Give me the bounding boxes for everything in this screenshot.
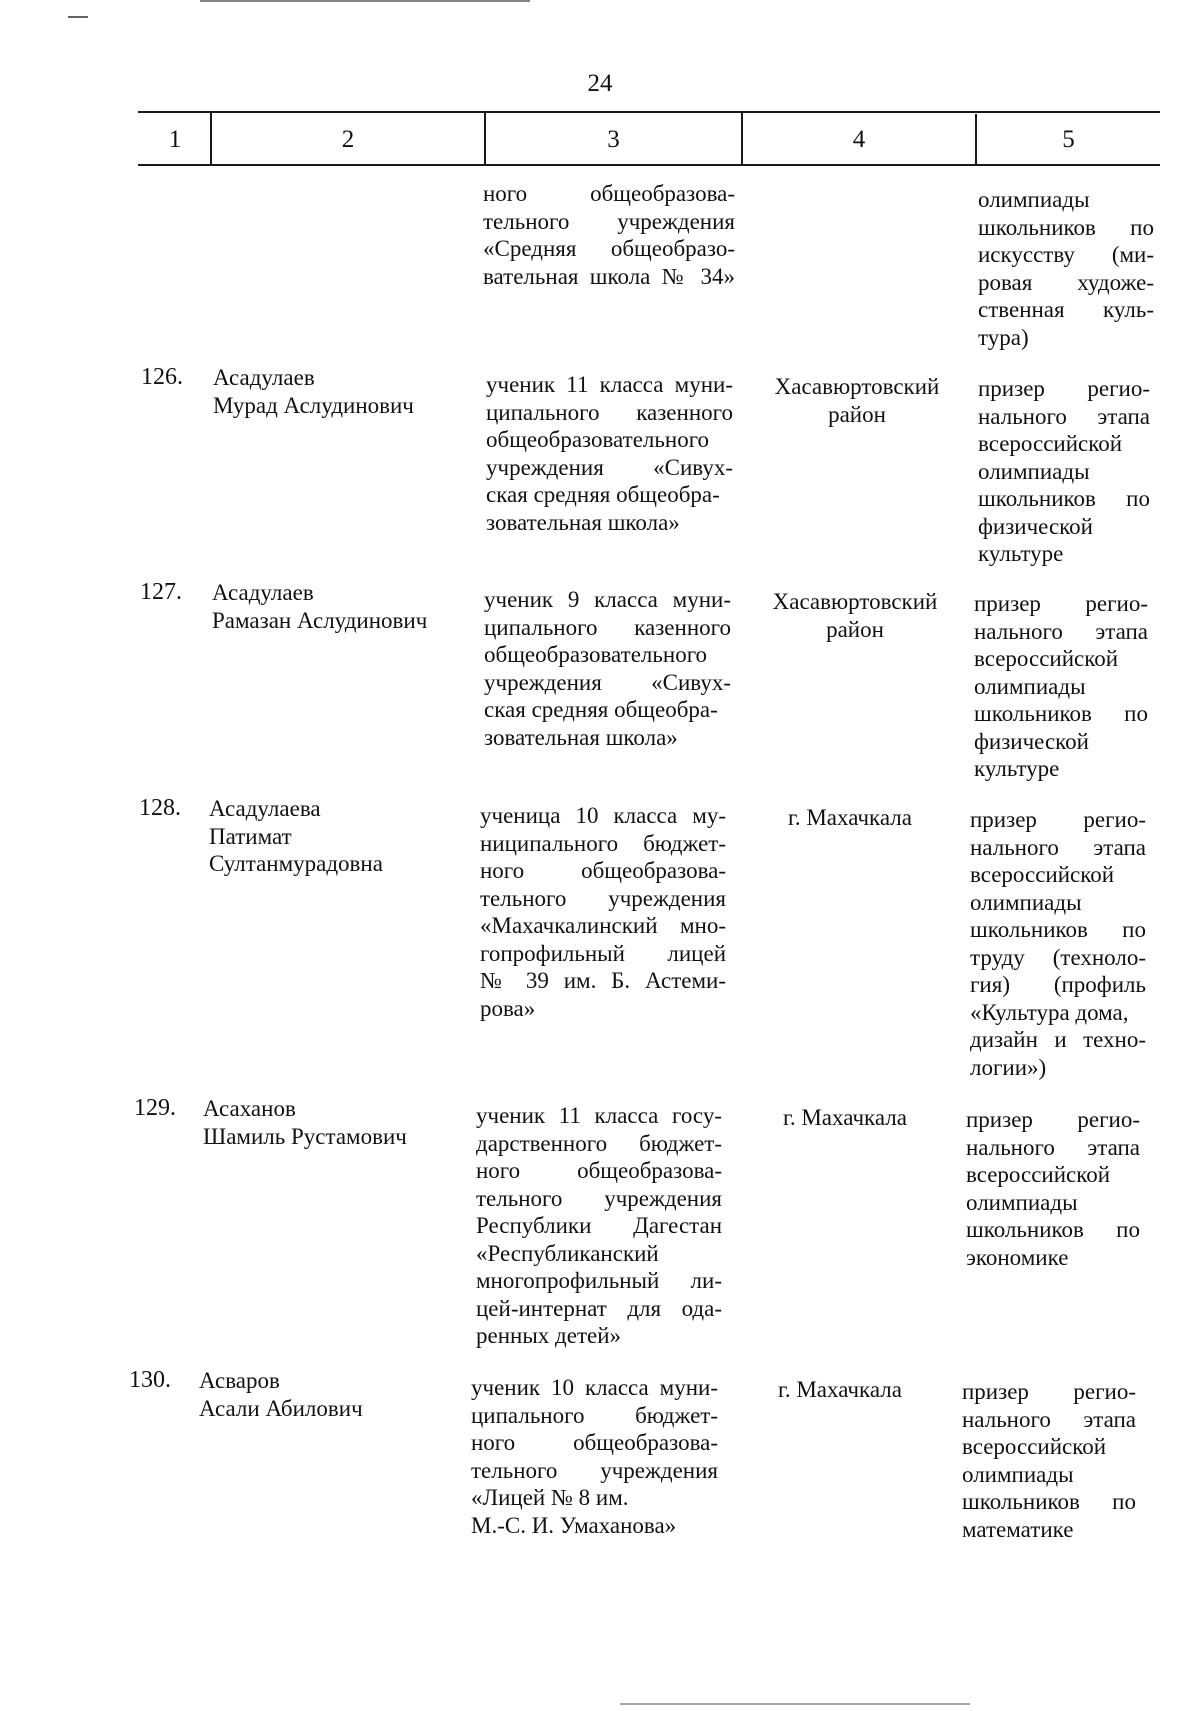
text-line: цей-интернат для ода- bbox=[476, 1295, 722, 1321]
header-top-rule bbox=[138, 111, 1160, 113]
text-line: зовательная школа» bbox=[484, 724, 678, 750]
text-line: ного общеобразова- bbox=[480, 858, 726, 883]
region bbox=[742, 373, 972, 428]
text-line: Асали Абилович bbox=[199, 1395, 363, 1421]
text-line: Асаханов bbox=[203, 1096, 296, 1121]
student-name bbox=[199, 1367, 469, 1422]
institution bbox=[476, 1102, 722, 1350]
text-line: всероссийской bbox=[966, 1162, 1111, 1187]
institution bbox=[480, 802, 726, 1022]
text-line: всероссийской bbox=[974, 646, 1119, 671]
text-line: школьников по bbox=[978, 214, 1154, 240]
header-col-5: 5 bbox=[1062, 126, 1075, 153]
text-line: вательная школа № 34» bbox=[483, 263, 735, 289]
text-line: тельного учреждения bbox=[476, 1185, 722, 1211]
student-name bbox=[213, 364, 483, 419]
continuation-achievement bbox=[978, 186, 1154, 351]
text-line: призер регио- bbox=[970, 807, 1146, 832]
scan-artifact bbox=[200, 0, 530, 2]
text-line: нального этапа bbox=[970, 834, 1146, 860]
text-line: олимпиады bbox=[966, 1189, 1078, 1215]
achievement bbox=[962, 1378, 1136, 1543]
scan-artifact bbox=[620, 1703, 970, 1705]
text-line: призер регио- bbox=[974, 591, 1148, 616]
text-line: олимпиады bbox=[974, 673, 1086, 699]
text-line: нального этапа bbox=[974, 618, 1148, 644]
header-col-2: 2 bbox=[341, 126, 355, 153]
achievement bbox=[970, 806, 1146, 1081]
achievement bbox=[966, 1106, 1140, 1271]
scan-artifact bbox=[68, 16, 88, 18]
text-line: учреждения «Сивух- bbox=[486, 454, 733, 480]
text-line: многопрофильный ли- bbox=[476, 1268, 722, 1293]
text-line: зовательная школа» bbox=[486, 509, 680, 535]
text-line: Асваров bbox=[199, 1368, 280, 1393]
text-line: Мурад Аслудинович bbox=[213, 392, 414, 418]
text-line: нального этапа bbox=[966, 1134, 1140, 1160]
text-line: всероссийской bbox=[970, 862, 1115, 887]
student-name bbox=[203, 1095, 473, 1150]
text-line: олимпиады bbox=[962, 1461, 1074, 1487]
text-line: школьников по bbox=[966, 1217, 1140, 1242]
text-line: учреждения «Сивух- bbox=[484, 669, 731, 695]
text-line: нального этапа bbox=[978, 403, 1150, 429]
text-line: ученик 11 класса госу- bbox=[476, 1103, 722, 1128]
row-number: 126. bbox=[141, 364, 183, 390]
row-number: 129. bbox=[134, 1095, 176, 1121]
text-line: олимпиады bbox=[970, 889, 1082, 915]
text-line: гия) (профиль bbox=[970, 972, 1146, 997]
text-line: М.-С. И. Умаханова» bbox=[471, 1512, 677, 1538]
institution bbox=[471, 1374, 718, 1539]
text-line: район bbox=[826, 616, 884, 642]
continuation-institution bbox=[483, 180, 735, 290]
text-line: Султанмурадовна bbox=[209, 851, 383, 876]
text-line: ципального казенного bbox=[484, 614, 731, 640]
text-line: гопрофильный лицей bbox=[480, 940, 726, 966]
row-number: 130. bbox=[129, 1367, 171, 1393]
text-line: ниципального бюджет- bbox=[480, 830, 726, 856]
text-line: ренных детей» bbox=[476, 1323, 622, 1348]
text-line: Хасавюртовский bbox=[772, 589, 938, 614]
text-line: всероссийской bbox=[978, 431, 1123, 456]
text-line: Рамазан Аслудинович bbox=[212, 607, 428, 633]
text-line: дарственного бюджет- bbox=[476, 1130, 722, 1156]
text-line: тельного учреждения bbox=[480, 885, 726, 911]
institution bbox=[486, 371, 733, 536]
text-line: математике bbox=[962, 1516, 1074, 1542]
header-col-4: 4 bbox=[852, 126, 866, 153]
text-line: экономике bbox=[966, 1244, 1069, 1270]
student-name bbox=[212, 579, 482, 634]
header-bottom-rule bbox=[138, 164, 1160, 166]
text-line: район bbox=[828, 401, 886, 427]
region bbox=[730, 1104, 960, 1132]
text-line: ственная куль- bbox=[978, 297, 1154, 322]
text-line: культуре bbox=[974, 756, 1060, 781]
student-name bbox=[209, 795, 479, 878]
text-line: г. Махачкала bbox=[783, 1105, 907, 1130]
text-line: Шамиль Рустамович bbox=[203, 1123, 407, 1149]
text-line: тельного учреждения bbox=[483, 208, 735, 234]
text-line: тельного учреждения bbox=[471, 1457, 718, 1483]
row-number: 128. bbox=[139, 795, 181, 821]
text-line: ного общеобразова- bbox=[483, 181, 735, 206]
text-line: призер регио- bbox=[962, 1379, 1136, 1404]
text-line: общеобразовательного bbox=[486, 427, 710, 452]
text-line: «Культура дома, bbox=[970, 999, 1129, 1025]
text-line: общеобразовательного bbox=[484, 642, 708, 667]
text-line: № 39 им. Б. Астеми- bbox=[480, 968, 726, 993]
text-line: школьников по bbox=[978, 486, 1150, 511]
text-line: нального этапа bbox=[962, 1406, 1136, 1432]
page-number: 24 bbox=[587, 70, 613, 97]
text-line: г. Махачкала bbox=[778, 1377, 902, 1402]
text-line: Асадулаева bbox=[209, 796, 321, 821]
text-line: тура) bbox=[978, 324, 1029, 350]
text-line: ципального казенного bbox=[486, 399, 733, 425]
achievement bbox=[974, 590, 1148, 783]
text-line: ного общеобразова- bbox=[476, 1158, 722, 1183]
text-line: ученица 10 класса му- bbox=[480, 803, 726, 828]
text-line: призер регио- bbox=[978, 376, 1150, 401]
text-line: Патимат bbox=[209, 823, 292, 849]
text-line: ученик 10 класса муни- bbox=[471, 1375, 718, 1400]
text-line: ская средняя общеобра- bbox=[484, 697, 718, 722]
text-line: дизайн и техно- bbox=[970, 1027, 1146, 1052]
text-line: труду (техноло- bbox=[970, 944, 1146, 970]
region bbox=[740, 588, 970, 643]
text-line: «Лицей № 8 им. bbox=[471, 1485, 629, 1510]
region bbox=[735, 804, 965, 832]
text-line: всероссийской bbox=[962, 1434, 1107, 1459]
text-line: ученик 9 класса муни- bbox=[484, 587, 731, 612]
text-line: олимпиады bbox=[978, 187, 1090, 212]
text-line: Хасавюртовский bbox=[774, 374, 940, 399]
text-line: Асадулаев bbox=[213, 365, 315, 390]
text-line: ного общеобразова- bbox=[471, 1430, 718, 1455]
header-col-1: 1 bbox=[168, 126, 182, 153]
text-line: «Средняя общеобразо- bbox=[483, 236, 735, 261]
institution bbox=[484, 586, 731, 751]
text-line: ская средняя общеобра- bbox=[486, 482, 720, 507]
text-line: рова» bbox=[480, 995, 536, 1021]
row-number: 127. bbox=[140, 579, 182, 605]
text-line: «Республиканский bbox=[476, 1240, 659, 1266]
text-line: ученик 11 класса муни- bbox=[486, 372, 733, 397]
text-line: г. Махачкала bbox=[788, 805, 912, 830]
text-line: школьников по bbox=[962, 1489, 1136, 1514]
text-line: ровая художе- bbox=[978, 269, 1154, 295]
text-line: искусству (ми- bbox=[978, 242, 1154, 267]
text-line: логии») bbox=[970, 1054, 1047, 1080]
text-line: «Махачкалинский мно- bbox=[480, 913, 726, 938]
text-line: школьников по bbox=[974, 701, 1148, 726]
text-line: Асадулаев bbox=[212, 580, 314, 605]
text-line: олимпиады bbox=[978, 458, 1090, 484]
text-line: физической bbox=[974, 728, 1089, 754]
text-line: физической bbox=[978, 513, 1093, 539]
text-line: призер регио- bbox=[966, 1107, 1140, 1132]
text-line: школьников по bbox=[970, 917, 1146, 942]
achievement bbox=[978, 375, 1150, 568]
header-col-3: 3 bbox=[607, 126, 620, 153]
region bbox=[725, 1376, 955, 1404]
text-line: культуре bbox=[978, 541, 1064, 566]
text-line: Республики Дагестан bbox=[476, 1213, 722, 1238]
text-line: ципального бюджет- bbox=[471, 1402, 718, 1428]
